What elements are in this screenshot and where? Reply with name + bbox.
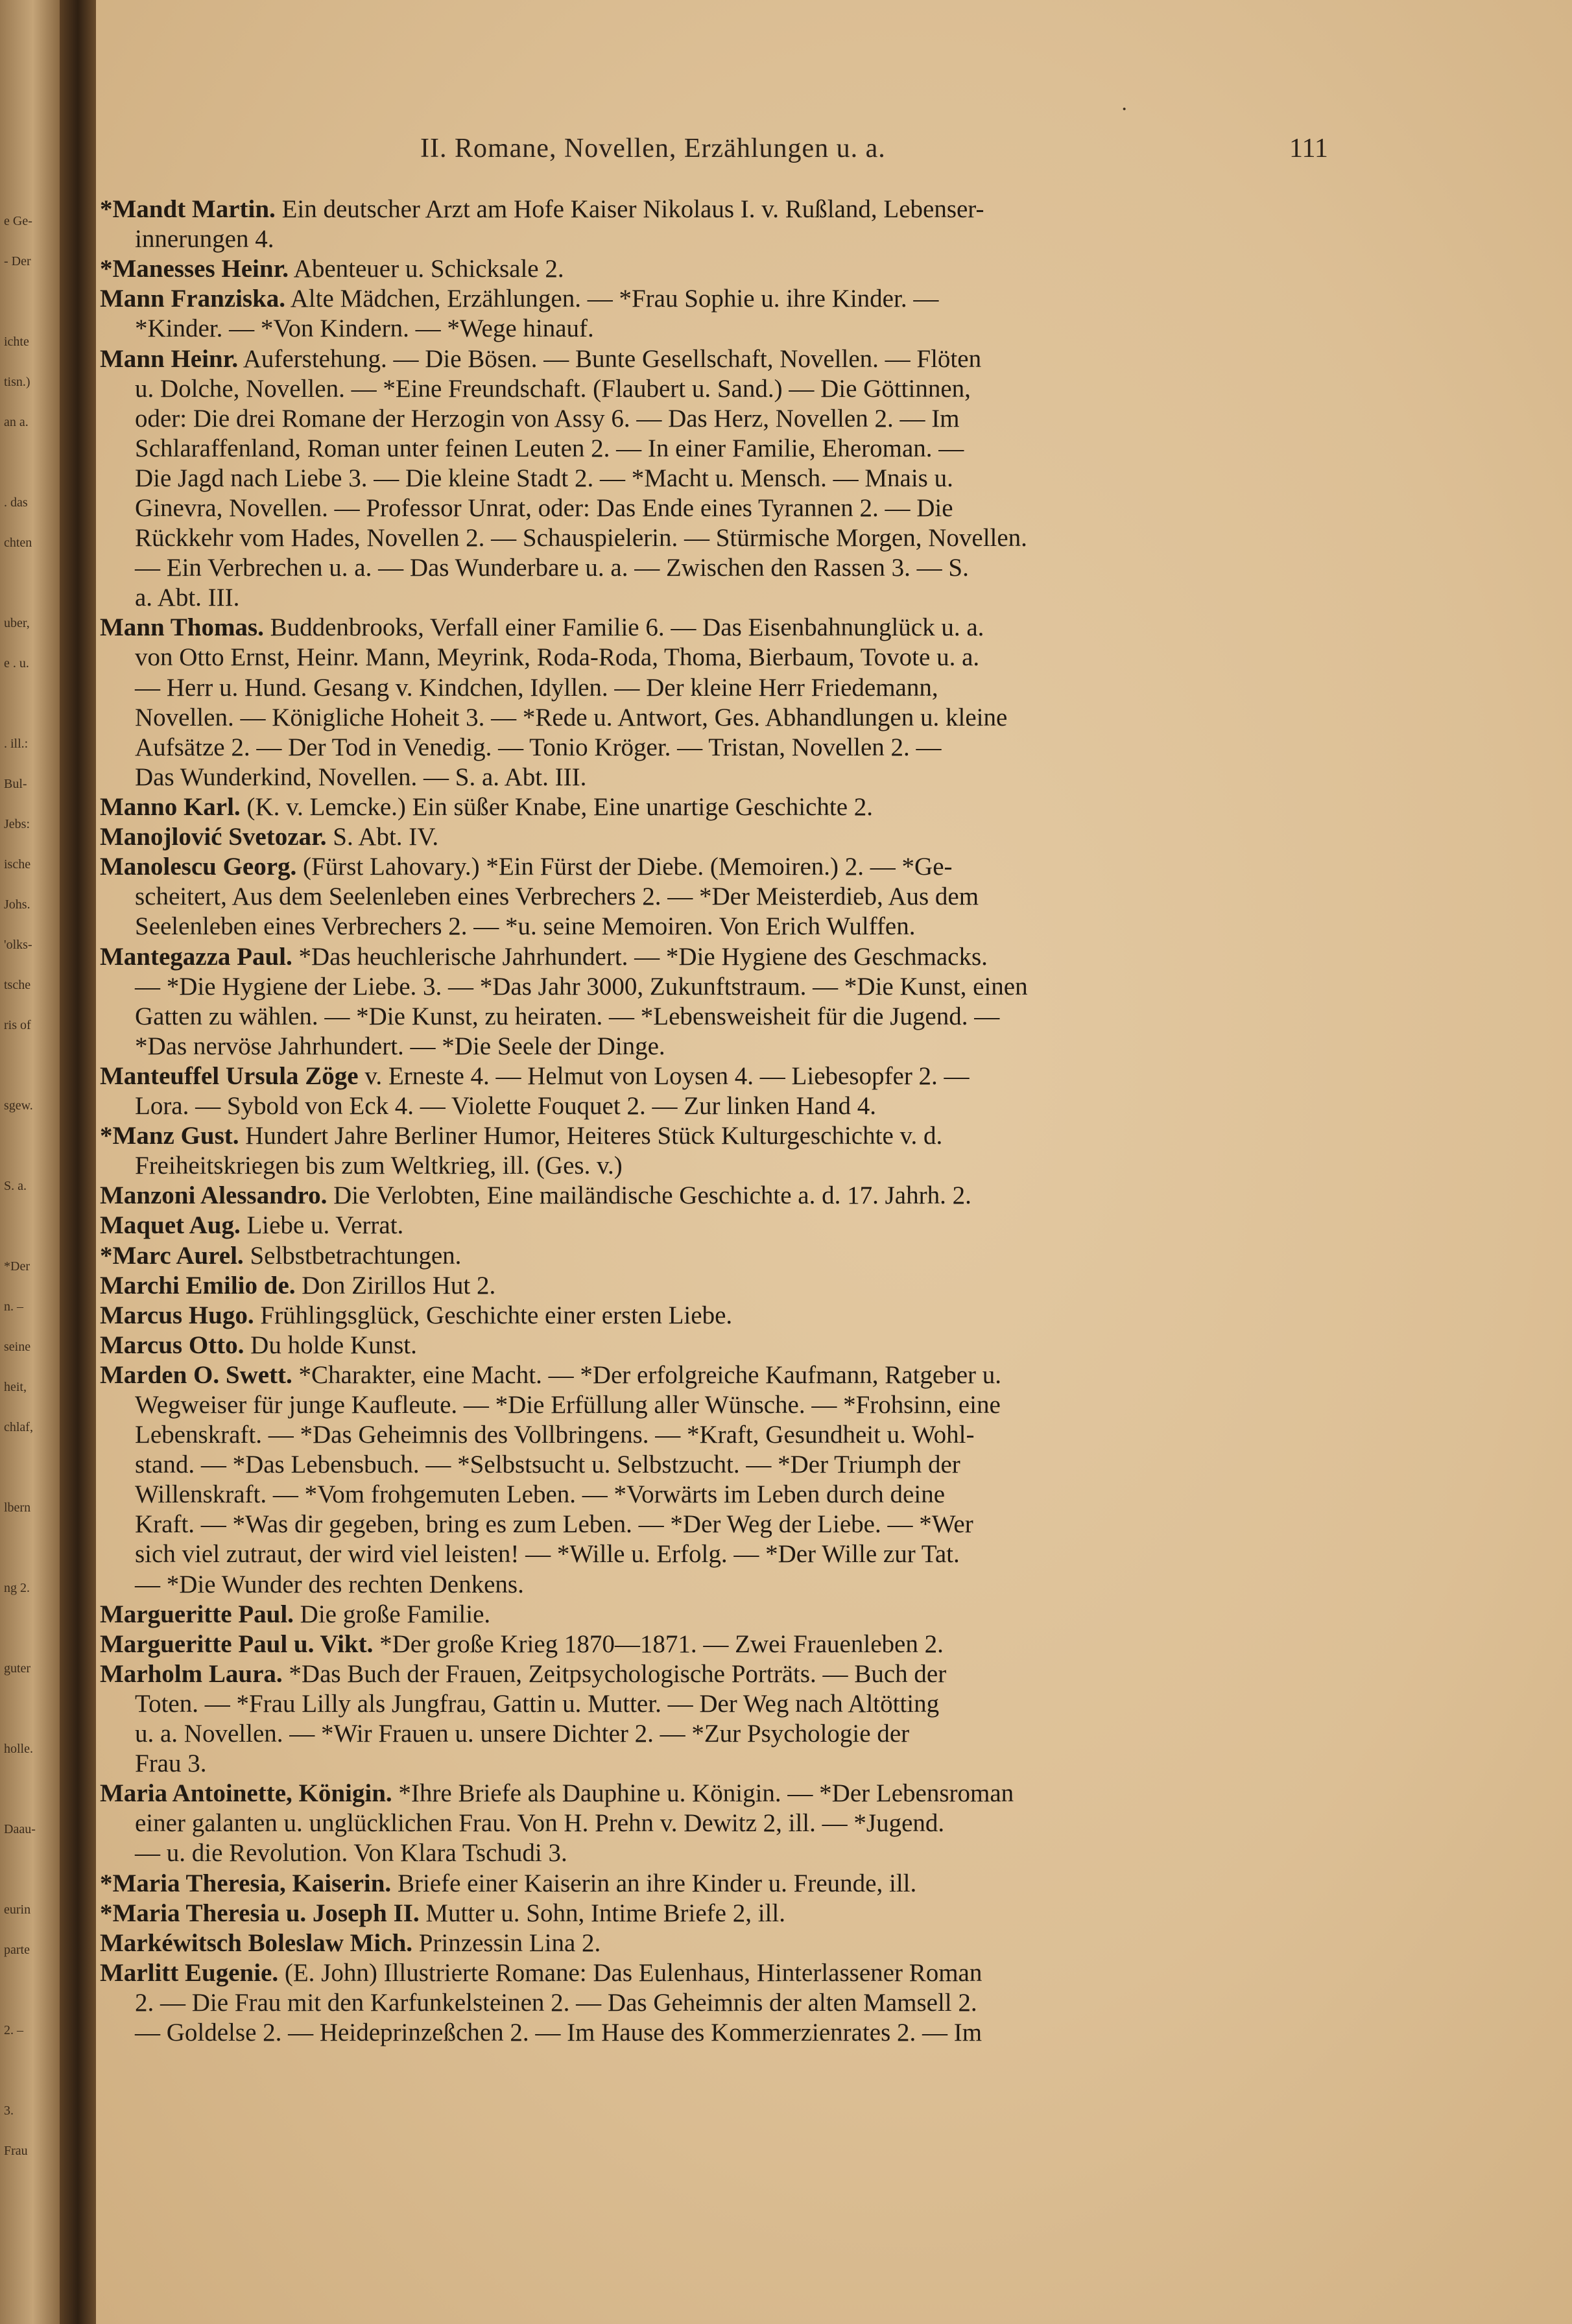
entry-first-line bbox=[100, 1630, 944, 1659]
entry-author-name: Marden O. Swett. bbox=[100, 1360, 292, 1389]
entry-author-name: Marcus Otto. bbox=[100, 1331, 244, 1359]
left-page-fragment: an a. bbox=[4, 415, 29, 429]
left-page-fragment: sgew. bbox=[4, 1098, 33, 1113]
entry-text: (E. John) Illustrierte Romane: Das Eulenhaus, Hinterlassener Roman bbox=[284, 1958, 982, 1987]
entry-continuation-line bbox=[135, 553, 969, 583]
entry-continuation-line bbox=[135, 583, 239, 613]
entry-continuation-line bbox=[135, 1151, 623, 1181]
book-gutter bbox=[60, 0, 96, 2324]
entry-first-line bbox=[100, 1301, 732, 1331]
entry-continuation-line bbox=[135, 733, 942, 763]
entry-continuation-line bbox=[135, 224, 274, 254]
entry-continuation-line bbox=[135, 1450, 960, 1480]
entry-continuation-line bbox=[135, 493, 953, 523]
entry-author-name: Manzoni Alessandro. bbox=[100, 1181, 328, 1210]
entry-continuation-line bbox=[135, 912, 916, 942]
entry-text: Lebenskraft. — *Das Geheimnis des Vollbringens. — *Kraft, Gesundheit u. Wohl- bbox=[135, 1421, 975, 1449]
entry-continuation-line bbox=[135, 972, 1028, 1002]
entry-author-name: *Marc Aurel. bbox=[100, 1241, 244, 1270]
entry-text: Die Verlobten, Eine mailändische Geschichte a. d. 17. Jahrh. 2. bbox=[333, 1181, 971, 1210]
entry-continuation-line bbox=[135, 1988, 977, 2018]
entry-first-line bbox=[100, 254, 564, 284]
entry-text: S. Abt. IV. bbox=[333, 823, 439, 851]
entry-text: *Charakter, eine Macht. — *Der erfolgreiche Kaufmann, Ratgeber u. bbox=[298, 1360, 1002, 1389]
entry-text: Abenteuer u. Schicksale 2. bbox=[293, 255, 564, 283]
left-page-fragment: tsche bbox=[4, 978, 31, 992]
entry-text: Das Wunderkind, Novellen. — S. a. Abt. III. bbox=[135, 763, 587, 791]
left-page-fragment: 3. bbox=[4, 2104, 14, 2118]
entry-text: Selbstbetrachtungen. bbox=[250, 1241, 462, 1270]
entry-continuation-line bbox=[135, 404, 960, 434]
entry-author-name: Manteuffel Ursula Zöge bbox=[100, 1061, 359, 1090]
entry-first-line bbox=[100, 1211, 403, 1240]
entry-text: — Ein Verbrechen u. a. — Das Wunderbare u. a. — Zwischen den Rassen 3. — S. bbox=[135, 554, 969, 582]
entry-text: Die große Familie. bbox=[300, 1600, 491, 1628]
left-page-fragment: *Der bbox=[4, 1259, 30, 1274]
entry-first-line bbox=[100, 1271, 495, 1301]
entry-text: stand. — *Das Lebensbuch. — *Selbstsucht u. Selbstzucht. — *Der Triumph der bbox=[135, 1451, 960, 1479]
entry-continuation-line bbox=[135, 673, 938, 703]
entry-text: v. Erneste 4. — Helmut von Loysen 4. — Liebesopfer 2. — bbox=[364, 1061, 970, 1090]
entry-first-line bbox=[100, 195, 984, 224]
entry-continuation-line bbox=[135, 1510, 973, 1539]
entry-text: oder: Die drei Romane der Herzogin von Assy 6. — Das Herz, Novellen 2. — Im bbox=[135, 404, 960, 433]
entry-author-name: Marlitt Eugenie. bbox=[100, 1958, 279, 1987]
left-page-fragment: ichte bbox=[4, 335, 29, 349]
entry-author-name: *Maria Theresia, Kaiserin. bbox=[100, 1869, 392, 1897]
entry-continuation-line bbox=[135, 1719, 909, 1749]
entry-text: — Herr u. Hund. Gesang v. Kindchen, Idyllen. — Der kleine Herr Friedemann, bbox=[135, 673, 938, 702]
entry-continuation-line bbox=[135, 1838, 567, 1868]
entry-text: scheitert, Aus dem Seelenleben eines Verbrechers 2. — *Der Meisterdieb, Aus dem bbox=[135, 883, 979, 911]
entry-text: *Der große Krieg 1870—1871. — Zwei Frauenleben 2. bbox=[379, 1630, 944, 1658]
entry-author-name: Marholm Laura. bbox=[100, 1659, 283, 1688]
left-page-fragment: eurin bbox=[4, 1903, 31, 1917]
entry-first-line bbox=[100, 1869, 916, 1899]
entry-continuation-line bbox=[135, 1032, 665, 1061]
entry-author-name: *Manz Gust. bbox=[100, 1122, 239, 1150]
entry-author-name: Margueritte Paul. bbox=[100, 1600, 294, 1628]
entry-first-line bbox=[100, 1779, 1014, 1808]
entry-text: — *Die Wunder des rechten Denkens. bbox=[135, 1570, 524, 1598]
entry-text: Mutter u. Sohn, Intime Briefe 2, ill. bbox=[425, 1899, 785, 1927]
entry-continuation-line bbox=[135, 643, 979, 672]
entry-first-line bbox=[100, 1958, 982, 1988]
entry-text: Novellen. — Königliche Hoheit 3. — *Rede u. Antwort, Ges. Abhandlungen u. kleine bbox=[135, 703, 1008, 731]
entry-continuation-line bbox=[135, 1539, 960, 1569]
left-page-fragment: seine bbox=[4, 1340, 31, 1354]
entry-text: Willenskraft. — *Vom frohgemuten Leben. — *Vorwärts im Leben durch deine bbox=[135, 1480, 946, 1509]
left-page-fragment: - Der bbox=[4, 254, 31, 268]
entry-continuation-line bbox=[135, 314, 594, 344]
entry-continuation-line bbox=[135, 464, 953, 493]
left-page-fragment: ische bbox=[4, 857, 31, 872]
entry-text: *Das heuchlerische Jahrhundert. — *Die Hygiene des Geschmacks. bbox=[298, 942, 988, 971]
entry-text: Toten. — *Frau Lilly als Jungfrau, Gattin u. Mutter. — Der Weg nach Altötting bbox=[135, 1689, 940, 1718]
entry-first-line bbox=[100, 942, 988, 972]
left-page-fragment: uber, bbox=[4, 616, 30, 630]
entry-continuation-line bbox=[135, 1570, 524, 1600]
left-page-fragment: e . u. bbox=[4, 656, 29, 670]
entry-text: Auferstehung. — Die Bösen. — Bunte Gesellschaft, Novellen. — Flöten bbox=[243, 344, 982, 373]
left-page-fragment: tisn.) bbox=[4, 375, 30, 389]
left-page-fragment: Frau bbox=[4, 2144, 28, 2158]
entry-first-line bbox=[100, 344, 981, 374]
entry-continuation-line bbox=[135, 523, 1027, 553]
left-page-fragment: guter bbox=[4, 1661, 31, 1676]
entry-text: Ein deutscher Arzt am Hofe Kaiser Nikolaus I. v. Rußland, Lebenser- bbox=[281, 195, 984, 223]
entry-continuation-line bbox=[135, 434, 964, 464]
entry-first-line bbox=[100, 1241, 461, 1271]
left-page-fragment: ris of bbox=[4, 1018, 31, 1032]
left-page-fragment: lbern bbox=[4, 1500, 31, 1515]
left-page-fragment: 'olks- bbox=[4, 938, 32, 952]
entry-continuation-line bbox=[135, 1002, 999, 1032]
left-page-fragment: n. – bbox=[4, 1299, 23, 1314]
page-number: 111 bbox=[1289, 134, 1328, 163]
ink-speck: · bbox=[1121, 97, 1128, 121]
entry-text: Briefe einer Kaiserin an ihre Kinder u. Freunde, ill. bbox=[397, 1869, 917, 1897]
entry-first-line bbox=[100, 1181, 971, 1211]
entry-text: innerungen 4. bbox=[135, 225, 274, 254]
entry-author-name: Mann Heinr. bbox=[100, 344, 239, 373]
entry-text: Buddenbrooks, Verfall einer Familie 6. — Das Eisenbahnunglück u. a. bbox=[270, 613, 984, 642]
entry-text: Frühlingsglück, Geschichte einer ersten Liebe. bbox=[260, 1301, 733, 1329]
entry-text: Don Zirillos Hut 2. bbox=[302, 1271, 496, 1299]
running-title: II. Romane, Novellen, Erzählungen u. a. bbox=[420, 134, 886, 163]
entry-continuation-line bbox=[135, 1390, 1001, 1420]
entry-first-line bbox=[100, 792, 873, 822]
entry-first-line bbox=[100, 613, 984, 643]
entry-text: Kraft. — *Was dir gegeben, bring es zum Leben. — *Der Weg der Liebe. — *Wer bbox=[135, 1510, 973, 1539]
left-page-fragment: Jebs: bbox=[4, 817, 30, 831]
left-page-fragment: e Ge- bbox=[4, 214, 32, 228]
entry-author-name: Maria Antoinette, Königin. bbox=[100, 1779, 392, 1808]
entry-text: *Kinder. — *Von Kindern. — *Wege hinauf. bbox=[135, 314, 594, 343]
entry-text: 2. — Die Frau mit den Karfunkelsteinen 2. — Das Geheimnis der alten Mamsell 2. bbox=[135, 1988, 977, 2017]
left-page-fragment: parte bbox=[4, 1943, 30, 1957]
entry-text: Freiheitskriegen bis zum Weltkrieg, ill. (Ges. v.) bbox=[135, 1152, 623, 1180]
entry-author-name: Markéwitsch Boleslaw Mich. bbox=[100, 1928, 413, 1957]
entry-continuation-line bbox=[135, 763, 586, 792]
entry-text: sich viel zutraut, der wird viel leisten! — *Wille u. Erfolg. — *Der Wille zur Tat. bbox=[135, 1540, 960, 1569]
entry-text: einer galanten u. unglücklichen Frau. Von H. Prehn v. Dewitz 2, ill. — *Jugend. bbox=[135, 1809, 945, 1838]
entry-text: Hundert Jahre Berliner Humor, Heiteres Stück Kulturgeschichte v. d. bbox=[245, 1122, 943, 1150]
book-page bbox=[96, 0, 1572, 2324]
entry-author-name: Mann Franziska. bbox=[100, 285, 286, 313]
entry-author-name: Mantegazza Paul. bbox=[100, 942, 292, 971]
entry-continuation-line bbox=[135, 703, 1007, 733]
entry-first-line bbox=[100, 1928, 601, 1958]
left-page-fragment: chten bbox=[4, 536, 32, 550]
entry-continuation-line bbox=[135, 374, 971, 404]
page-header bbox=[96, 133, 1572, 172]
entry-text: Du holde Kunst. bbox=[250, 1331, 417, 1359]
entry-first-line bbox=[100, 1061, 970, 1091]
entry-author-name: Marcus Hugo. bbox=[100, 1301, 254, 1329]
entry-text: u. Dolche, Novellen. — *Eine Freundschaft. (Flaubert u. Sand.) — Die Göttinnen, bbox=[135, 374, 971, 403]
entry-text: *Das Buch der Frauen, Zeitpsychologische Porträts. — Buch der bbox=[289, 1659, 947, 1688]
entry-text: von Otto Ernst, Heinr. Mann, Meyrink, Roda-Roda, Thoma, Bierbaum, Tovote u. a. bbox=[135, 643, 980, 672]
entry-text: *Ihre Briefe als Dauphine u. Königin. — *Der Lebensroman bbox=[398, 1779, 1014, 1808]
left-page-fragment: . das bbox=[4, 495, 28, 510]
entry-first-line bbox=[100, 852, 953, 882]
entry-first-line bbox=[100, 1121, 942, 1151]
entry-text: Aufsätze 2. — Der Tod in Venedig. — Tonio Kröger. — Tristan, Novellen 2. — bbox=[135, 733, 942, 761]
left-page-fragment: holle. bbox=[4, 1742, 33, 1756]
entry-author-name: *Mandt Martin. bbox=[100, 195, 276, 223]
entry-first-line bbox=[100, 1360, 1001, 1390]
entry-text: Lora. — Sybold von Eck 4. — Violette Fouquet 2. — Zur linken Hand 4. bbox=[135, 1091, 876, 1120]
left-page-fragment: S. a. bbox=[4, 1179, 27, 1193]
entry-author-name: Manojlović Svetozar. bbox=[100, 823, 327, 851]
entry-author-name: *Maria Theresia u. Joseph II. bbox=[100, 1899, 420, 1927]
entry-continuation-line bbox=[135, 1749, 207, 1779]
entry-text: Alte Mädchen, Erzählungen. — *Frau Sophie u. ihre Kinder. — bbox=[290, 285, 939, 313]
entry-first-line bbox=[100, 1600, 490, 1630]
left-page-fragment: Johs. bbox=[4, 897, 30, 912]
entry-text: Ginevra, Novellen. — Professor Unrat, oder: Das Ende eines Tyrannen 2. — Die bbox=[135, 494, 953, 522]
entry-text: (K. v. Lemcke.) Ein süßer Knabe, Eine unartige Geschichte 2. bbox=[246, 793, 874, 821]
entry-author-name: Maquet Aug. bbox=[100, 1211, 241, 1240]
entry-first-line bbox=[100, 1899, 785, 1928]
entry-author-name: Manno Karl. bbox=[100, 793, 241, 821]
entry-author-name: *Manesses Heinr. bbox=[100, 255, 289, 283]
left-page-fragment: heit, bbox=[4, 1380, 27, 1394]
entry-author-name: Manolescu Georg. bbox=[100, 853, 297, 881]
left-page-fragment: chlaf, bbox=[4, 1420, 33, 1434]
entry-text: Die Jagd nach Liebe 3. — Die kleine Stadt 2. — *Macht u. Mensch. — Mnais u. bbox=[135, 464, 953, 492]
entry-text: Gatten zu wählen. — *Die Kunst, zu heiraten. — *Lebensweisheit für die Jugend. — bbox=[135, 1002, 1000, 1030]
entry-continuation-line bbox=[135, 882, 979, 912]
left-page-fragment: ng 2. bbox=[4, 1581, 30, 1595]
entry-text: u. a. Novellen. — *Wir Frauen u. unsere Dichter 2. — *Zur Psychologie der bbox=[135, 1720, 910, 1748]
entry-text: — *Die Hygiene der Liebe. 3. — *Das Jahr 3000, Zukunftstraum. — *Die Kunst, einen bbox=[135, 972, 1028, 1001]
entry-text: *Das nervöse Jahrhundert. — *Die Seele der Dinge. bbox=[135, 1032, 665, 1060]
entry-text: Wegweiser für junge Kaufleute. — *Die Erfüllung aller Wünsche. — *Frohsinn, eine bbox=[135, 1390, 1001, 1419]
entry-text: Prinzessin Lina 2. bbox=[418, 1928, 601, 1957]
entry-continuation-line bbox=[135, 1091, 876, 1121]
entry-text: a. Abt. III. bbox=[135, 584, 240, 612]
entry-first-line bbox=[100, 1331, 417, 1360]
left-page-fragment: 2. – bbox=[4, 2023, 23, 2037]
entry-author-name: Marchi Emilio de. bbox=[100, 1271, 296, 1299]
entry-text: — Goldelse 2. — Heideprinzeßchen 2. — Im Hause des Kommerzienrates 2. — Im bbox=[135, 2019, 982, 2047]
entry-continuation-line bbox=[135, 1808, 944, 1838]
left-page-fragment: Bul- bbox=[4, 777, 27, 791]
entry-first-line bbox=[100, 822, 438, 852]
entry-continuation-line bbox=[135, 1420, 974, 1450]
entry-continuation-line bbox=[135, 2018, 982, 2048]
entry-text: Seelenleben eines Verbrechers 2. — *u. seine Memoiren. Von Erich Wulffen. bbox=[135, 912, 916, 941]
entry-text: Liebe u. Verrat. bbox=[246, 1211, 404, 1240]
entry-author-name: Mann Thomas. bbox=[100, 613, 264, 642]
entry-text: — u. die Revolution. Von Klara Tschudi 3. bbox=[135, 1839, 567, 1868]
entry-text: Rückkehr vom Hades, Novellen 2. — Schauspielerin. — Stürmische Morgen, Novellen. bbox=[135, 524, 1027, 552]
entry-text: (Fürst Lahovary.) *Ein Fürst der Diebe. (Memoiren.) 2. — *Ge- bbox=[303, 853, 953, 881]
left-page-fragment: . ill.: bbox=[4, 737, 29, 751]
entry-text: Frau 3. bbox=[135, 1749, 207, 1778]
entry-continuation-line bbox=[135, 1480, 945, 1510]
entry-author-name: Margueritte Paul u. Vikt. bbox=[100, 1630, 374, 1658]
entry-first-line bbox=[100, 1659, 946, 1689]
left-page-edge bbox=[0, 0, 60, 2324]
entry-first-line bbox=[100, 284, 938, 314]
entry-continuation-line bbox=[135, 1689, 939, 1719]
left-page-fragment: Daau- bbox=[4, 1822, 36, 1836]
entry-text: Schlaraffenland, Roman unter feinen Leuten 2. — In einer Familie, Eheroman. — bbox=[135, 434, 964, 462]
